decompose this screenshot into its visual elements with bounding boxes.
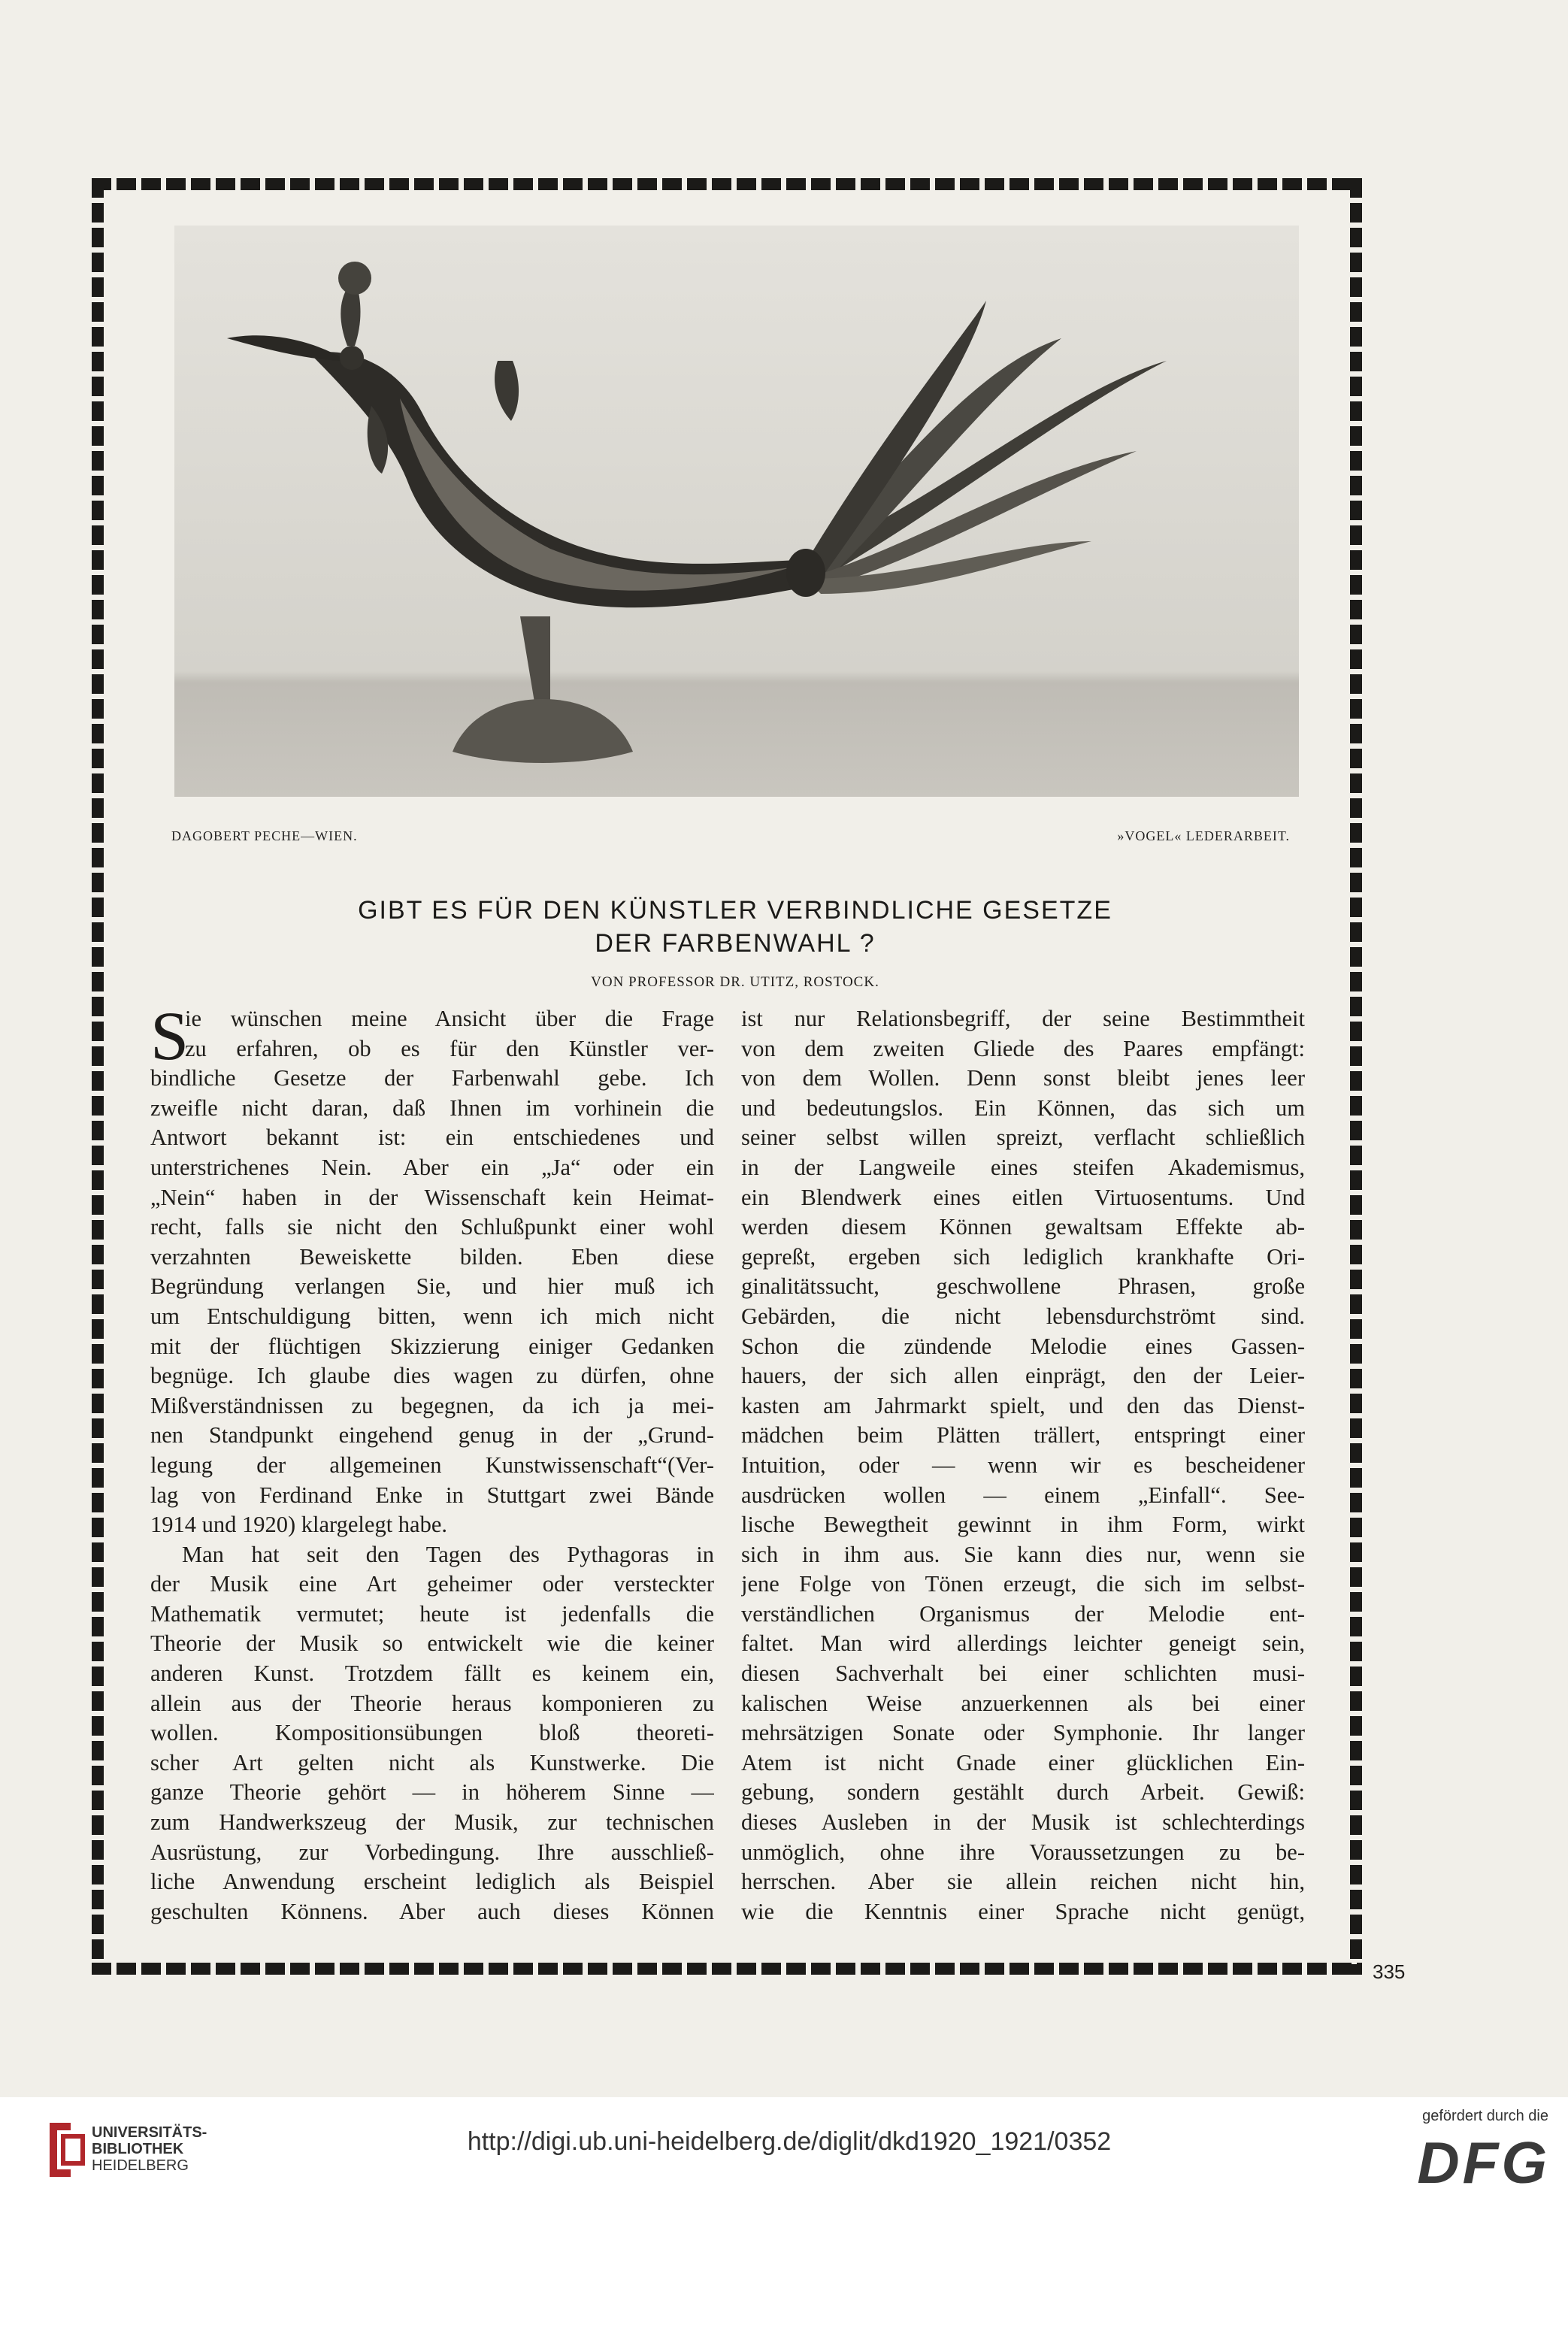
- frame-bottom-border: [92, 1963, 1362, 1975]
- text-line: ist nur Relationsbegriff, der seine Bestimmtheit: [741, 1006, 1305, 1031]
- text-line: „Nein“ haben in der Wissenschaft kein Heimat-: [150, 1184, 714, 1210]
- text-line: und bedeutungslos. Ein Können, das sich um: [741, 1094, 1305, 1121]
- text-line: der Musik eine Art geheimer oder versteckter: [150, 1571, 714, 1597]
- text-line: Begründung verlangen Sie, und hier muß ich: [150, 1273, 714, 1300]
- text-line: hauers, der sich allen einprägt, den der Leier-: [741, 1363, 1305, 1389]
- text-line: ausdrücken wollen — einem „Einfall“. See-: [741, 1482, 1305, 1508]
- text-line: zu erfahren, ob es für den Künstler ver-: [185, 1035, 714, 1061]
- page-number: 335: [1373, 1960, 1406, 1983]
- article-title-line2: DER FARBENWAHL ?: [595, 929, 876, 958]
- text-line: herrschen. Aber sie allein reichen nicht hin,: [741, 1869, 1305, 1895]
- text-line: Ausrüstung, zur Vorbedingung. Ihre ausschließ-: [150, 1839, 714, 1865]
- text-line: wie die Kenntnis einer Sprache nicht genügt,: [741, 1898, 1305, 1924]
- text-line: in der Langweile eines steifen Akademismus,: [741, 1154, 1305, 1180]
- text-column-left: [150, 997, 714, 1927]
- text-line: allein aus der Theorie heraus komponieren zu: [150, 1690, 714, 1716]
- funding-label: gefördert durch die: [1422, 2108, 1548, 2124]
- text-line: von dem zweiten Gliede des Paares empfängt:: [741, 1035, 1305, 1061]
- university-library-logo-icon: [45, 2120, 87, 2180]
- bird-sculpture-image: [174, 226, 1299, 797]
- text-line: zweifle nicht daran, daß Ihnen im vorhinein die: [150, 1094, 714, 1121]
- text-line: Antwort bekannt ist: ein entschiedenes und: [150, 1125, 714, 1151]
- text-line: gebung, sondern gestählt durch Arbeit. Gewiß:: [741, 1779, 1305, 1806]
- text-line: um Entschuldigung bitten, wenn ich mich nicht: [150, 1303, 714, 1329]
- frame-top-border: [92, 178, 1362, 190]
- text-line: werden diesem Können gewaltsam Effekte ab-: [741, 1214, 1305, 1240]
- text-line: scher Art gelten nicht als Kunstwerke. Die: [150, 1749, 714, 1775]
- text-line: jene Folge von Tönen erzeugt, die sich im selbst-: [741, 1571, 1305, 1597]
- drop-cap: S: [150, 997, 189, 1074]
- text-line: dieses Ausleben in der Musik ist schlechterdings: [741, 1809, 1305, 1836]
- text-line: diesen Sachverhalt bei einer schlichten musi-: [741, 1660, 1305, 1687]
- text-line: recht, falls sie nicht den Schlußpunkt einer wohl: [150, 1214, 714, 1240]
- library-name-line1: UNIVERSITÄTS-: [92, 2124, 207, 2141]
- text-line: mit der flüchtigen Skizzierung einiger Gedanken: [150, 1333, 714, 1359]
- photo-caption-title: »VOGEL« LEDERARBEIT.: [1117, 828, 1290, 843]
- text-line: bindliche Gesetze der Farbenwahl gebe. Ich: [150, 1065, 714, 1091]
- text-line: Mißverständnissen zu begegnen, da ich ja mei-: [150, 1392, 714, 1418]
- text-line: wollen. Kompositionsübungen bloß theoreti-: [150, 1720, 714, 1746]
- library-name: [92, 2124, 207, 2174]
- text-line: liche Anwendung erscheint lediglich als Beispiel: [150, 1869, 714, 1895]
- text-line: Gebärden, die nicht lebensdurchströmt sind.: [741, 1303, 1305, 1329]
- text-line: verständlichen Organismus der Melodie ent-: [741, 1600, 1305, 1627]
- text-line: Theorie der Musik so entwickelt wie die keiner: [150, 1630, 714, 1657]
- photo-caption-artist: DAGOBERT PECHE—WIEN.: [171, 828, 358, 843]
- library-name-line3: HEIDELBERG: [92, 2157, 189, 2174]
- text-line: Man hat seit den Tagen des Pythagoras in: [182, 1541, 714, 1567]
- text-line: 1914 und 1920) klargelegt habe.: [150, 1512, 447, 1538]
- text-line: unmöglich, ohne ihre Voraussetzungen zu be-: [741, 1839, 1305, 1865]
- text-line: ie wünschen meine Ansicht über die Frage: [185, 1006, 714, 1031]
- library-name-line2: BIBLIOTHEK: [92, 2141, 184, 2157]
- text-line: begnüge. Ich glaube dies wagen zu dürfen, ohne: [150, 1363, 714, 1389]
- bird-sculpture-photo: [174, 226, 1299, 797]
- article-byline: VON PROFESSOR DR. UTITZ, ROSTOCK.: [591, 974, 879, 990]
- text-line: legung der allgemeinen Kunstwissenschaft“(Ver-: [150, 1452, 714, 1478]
- text-line: ginalitätssucht, geschwollene Phrasen, große: [741, 1273, 1305, 1300]
- text-line: anderen Kunst. Trotzdem fällt es keinem ein,: [150, 1660, 714, 1687]
- text-line: ganze Theorie gehört — in höherem Sinne —: [150, 1779, 714, 1806]
- text-line: mädchen beim Plätten trällert, entspringt einer: [741, 1422, 1305, 1449]
- text-column-right: [741, 1004, 1305, 1927]
- text-line: kalischen Weise anzuerkennen als bei einer: [741, 1690, 1305, 1716]
- text-line: unterstrichenes Nein. Aber ein „Ja“ oder ein: [150, 1154, 714, 1180]
- text-line: zum Handwerkszeug der Musik, zur technischen: [150, 1809, 714, 1836]
- text-line: ein Blendwerk eines eitlen Virtuosentums. Und: [741, 1184, 1305, 1210]
- dfg-logo: DFG: [1417, 2130, 1550, 2196]
- article-title-line1: GIBT ES FÜR DEN KÜNSTLER VERBINDLICHE GESETZE: [358, 896, 1112, 925]
- text-line: faltet. Man wird allerdings leichter geneigt sein,: [741, 1630, 1305, 1657]
- text-line: nen Standpunkt eingehend genug in der „Grund-: [150, 1422, 714, 1449]
- frame-right-border: [1350, 178, 1362, 1975]
- text-line: gepreßt, ergeben sich lediglich krankhafte Ori-: [741, 1243, 1305, 1270]
- permalink-url[interactable]: http://digi.ub.uni-heidelberg.de/diglit/dkd1920_1921/0352: [467, 2127, 1112, 2156]
- text-line: Mathematik vermutet; heute ist jedenfalls die: [150, 1600, 714, 1627]
- text-line: geschulten Könnens. Aber auch dieses Können: [150, 1898, 714, 1924]
- text-line: seiner selbst willen spreizt, verflacht schließlich: [741, 1125, 1305, 1151]
- text-line: Intuition, oder — wenn wir es bescheidener: [741, 1452, 1305, 1478]
- text-line: sich in ihm aus. Sie kann dies nur, wenn sie: [741, 1541, 1305, 1567]
- text-line: von dem Wollen. Denn sonst bleibt jenes leer: [741, 1065, 1305, 1091]
- text-line: kasten am Jahrmarkt spielt, und den das Dienst-: [741, 1392, 1305, 1418]
- text-line: Schon die zündende Melodie eines Gassen-: [741, 1333, 1305, 1359]
- text-line: Atem ist nicht Gnade einer glücklichen Ein-: [741, 1749, 1305, 1775]
- text-line: lag von Ferdinand Enke in Stuttgart zwei Bände: [150, 1482, 714, 1508]
- frame-left-border: [92, 178, 104, 1975]
- text-line: lische Bewegtheit gewinnt in ihm Form, wirkt: [741, 1512, 1305, 1538]
- text-line: mehrsätzigen Sonate oder Symphonie. Ihr langer: [741, 1720, 1305, 1746]
- text-line: verzahnten Beweiskette bilden. Eben diese: [150, 1243, 714, 1270]
